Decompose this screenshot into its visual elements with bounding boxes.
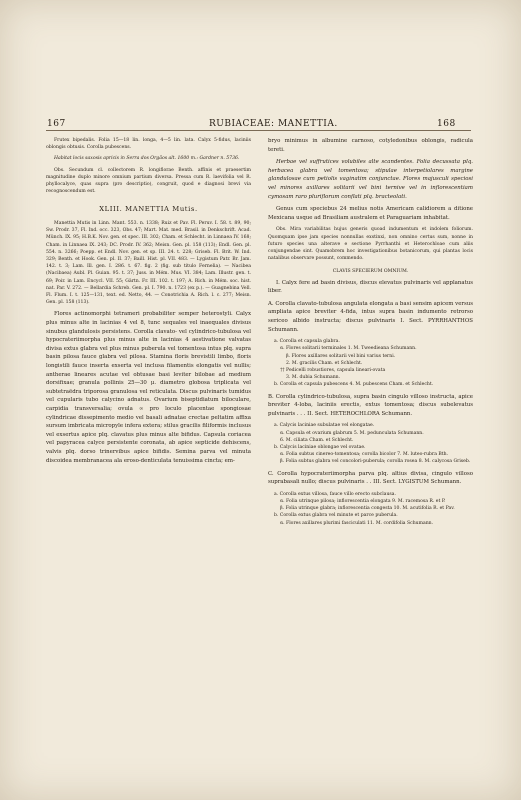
paragraph: Frutex bipedalis. Folia 15—18 lin. longa, 4—5 lin. lata. Calyx 5-fidus, laciniis oblongis obtusis. Corolla pubescens. bbox=[46, 138, 251, 151]
key-lead: C. Corolla hypocrateriimorpha parva plq. altius divisa, cingulo villoso suprabasali nullo; discus pulvinaris . . III. Sect. LYGISTUM Schumann. bbox=[268, 470, 473, 486]
genus-heading: XLIII. MANETTIA Mutis. bbox=[99, 205, 198, 214]
species-list bbox=[268, 422, 473, 465]
key-heading: CLAVIS SPECIERUM OMNIUM. bbox=[332, 269, 409, 275]
key-lead: I. Calyx fere ad basin divisus, discus elevatus pulvinaris vel applanatus liber. bbox=[268, 279, 473, 295]
right-column bbox=[268, 137, 473, 527]
list-item: b. Corolla et capsula pubescens 4. M. pubescens Cham. et Schlecht. bbox=[274, 382, 434, 388]
left-column bbox=[46, 137, 251, 469]
list-item: a. Calycis laciniae subulatae vel elongatae. bbox=[274, 423, 375, 429]
list-item: 2. M. gracilis Cham. et Schlecht. bbox=[286, 360, 363, 366]
page-number-left: 167 bbox=[47, 119, 66, 129]
species-list bbox=[268, 491, 473, 527]
list-item: α. Folia subtus cinereo-tomentosa; corolla bicolor 7. M. luteo-rubra Bth. bbox=[280, 452, 449, 458]
description-paragraph: Flores actinomorphi tetrameri probabiliter semper heterostyli. Calyx plus minus alte in lacinias 4 vel 8, tunc sequales vel inaequales divisus sinubus glandulosis persistens. Corolla clavato- vel cylindrico-tubulosa vel hypocrateriimorpha plus minus alte in lacinias 4 aestivatione valvatas divisa extus glabra vel plus minus puberula vel tomentosa intus plq. supra basin pilosa fauce glabra vel pilosa. Stamina floris brevistili limbo, floris longistili fauce inserta exserta vel inclusa filamentis elongatis vel nullis; antherae lineares acutae vel obtusae basi leviter bilobae ad medium dorsifixae; granula pollinis 25—30 μ. diametro globosa triplicata vel subtetraëdra triporosa granulosa vel reticulata. Discus pulvinaris tumidus vel cupularis tubo calycino adnatus. Ovarium biseptidiatum biloculare, carpidia transversalia; ovula ∞ pro loculo placentae spongiosae cylindricae dissepimento medio vel basali adnatae crectae peltatim affixa sursum imbricata micropyle infera extera; stilus gracilis filiformis inclusus vel exsertus apice plq. clavatus plus minus alte bifidus. Capsula coriacea vel papyracea calyce persistente coronata, ab apice septicide dehiscens, valvis plq. dorso trinervibus apice bifidis. Semina parva vel minuta discoidea membranacea ala eroso-denticulata tenuissima cincta; em- bbox=[46, 311, 251, 464]
list-item: β. Folia subtus glabra vel concolori-puberula; corolla rosea 8. M. calycosa Griseb. bbox=[280, 459, 471, 465]
list-item: a. Corolla et capsula glabra. bbox=[274, 339, 340, 345]
paragraph: Herbae vel suffrutices volubiles alte scandentes. Folia decussata plq. herbacea glabra vel tomentosa; stipulae interpetiolares margine glandulosae cum petiolis vaginatim conjunctae. Flores majusculi speciosi vel minores axillares solitarii vel bini ternive vel in inflorescentiam cymosam raro pluriflorum conflati plq. bracteolati. bbox=[268, 159, 473, 200]
key-lead: A. Corolla clavato-tubulosa angulata elongata a basi sensim apicem versus ampliata apice breviter 4-fida, intus supra basin indumento retrorso sericeo albido instructa; discus pulvinaris I. Sect. PYRRHANTHOS Schumann. bbox=[268, 300, 473, 333]
list-item: α. Folia utrinque pilosa; inflorescentia elongata 9. M. racemosa R. et P. bbox=[280, 498, 446, 504]
list-item: 3. M. dubia Schumann. bbox=[286, 375, 341, 381]
page-number-right: 168 bbox=[437, 119, 456, 129]
header-rule bbox=[46, 130, 471, 131]
paragraph: Habitat locis saxosis apricis in Serra dos Orgãos alt. 1600 m.: Gardner n. 5736. bbox=[54, 156, 240, 162]
key-lead: B. Corolla cylindrico-tubulosa, supra basin cingulo villoso instructa, apice breviter 4-loba, laciniis erectis, extus tomentosa; discus subelevatus pulvinaris . . . II. Sect. HETEROCHLORA Schumann. bbox=[268, 393, 473, 417]
paragraph: bryo minimus in albumine carnoso, cotyledonibus oblongis, radicula tereti. bbox=[268, 138, 473, 153]
list-item: a. Corolla extus villosa, fauce villo erecto subclausa. bbox=[274, 491, 396, 497]
list-item: †† Pedicelli robustiores, capsula lineari-ovata bbox=[280, 367, 386, 373]
paragraph: Obs. Mira variabilitas hujus generis quoad indumentum et indolem foliorum. Quomquam ipse jam species nonnullas exstinxi, non omnino certus sum, nonne in futuro species una alterave e sectione Pyrrhanthi et Heterochloae cum aliis conjungendae sint. Quamobrem hoc investigationibus botanicorum, qui plantas locis natalibus observare possunt, commendo. bbox=[268, 227, 473, 262]
list-item: α. Flores solitarii terminales 1. M. Tweedieana Schumann. bbox=[280, 346, 417, 352]
list-item: α. Flores axillares plurimi fasciculati 11. M. cordifolia Schumann. bbox=[280, 520, 434, 526]
paragraph: Genus cum speciebus 24 melius notis Americam calidiorem a ditione Mexicana usque ad Brasiliam australem et Paraguariam inhabitat. bbox=[268, 206, 473, 221]
list-item: α. Capsula et ovarium glabrum 5. M. pedunculata Schumann. bbox=[280, 430, 424, 436]
synonymy-paragraph: Manettia Mutis in Linn. Mant. 553. n. 1338; Ruiz et Pav. Fl. Peruv. I. 58. t. 89, 90; Sw. Prodr. 37, Fl. Ind. occ. 323, Obs. 47; Mart. Mat. med. Brasil. in Denkschrift. Acad. Münch. IX. 95; H.B.K. Nov. gen. et spec. III. 302; Cham. et Schlecht. in Linnaea IV. 168; Cham. in Linnaea IX. 243; DC. Prodr. IV. 362; Meisn. Gen. pl. 158 (113); Endl. Gen. pl. 554. n. 3266; Poepp. et Endl. Nov. gen. et sp. III. 24. t. 228; Griseb. Fl. Brit. W. Ind. 329; Benth. et Hook. Gen. pl. II. 37; Baill. Hist. pl. VII. 483. — Lygistum Patr. Br. Jam. 142. t. 3; Lam. Ill. gen. I. 286. t. 67. fig. 2 (fig. sub titulo Fernelia). — Nacibea (Nacibaea) Aubl. Pl. Guian. 95. t. 37; Juss. in Mém. Mus. VI. 384; Lam. Illustr. gen. t. 69; Poir. in Lam. Encycl. VII. 55; Gärtn. Fr. III. 102. t. 197; A. Rich. in Mém. soc. hist. nat. Par. V. 272. — Bellardia Schreb. Gen. pl. I. 790. n. 1723 (ex p.). — Guagnebina Vell. Fl. Flum. I. t. 125—131, text. ed. Netto, 44. — Conotrichia A. Rich. l. c. 277; Meisn. Gen. pl. 158 (113). bbox=[46, 221, 251, 306]
list-item: b. Corolla extus glabra vel minute et parce puberula. bbox=[274, 513, 398, 519]
paragraph: Obs. Secundum cl. collectorem R. longiflorae Benth. affinis et praesertim magnitudine duplo minore omnium partium diversa. Pressa cum R. laevifolia vel R. phyllocalyce, quas supra (pro descriptio), congruit, quod e diagnosi brevi via recognoscendum est. bbox=[46, 167, 251, 195]
list-item: b. Calycis laciniae oblongae vel ovatae. bbox=[274, 444, 366, 450]
list-item: β. Folia utrinque glabra; inflorescentia congesta 10. M. acutifolia R. et Pav. bbox=[280, 506, 455, 512]
list-item: 6. M. ciliata Cham. et Schlecht. bbox=[280, 437, 354, 443]
running-head: RUBIACEAE: MANETTIA. bbox=[209, 119, 338, 129]
species-list bbox=[268, 338, 473, 388]
list-item: β. Flores axillares solitarii vel bini varius terni. bbox=[286, 353, 396, 359]
